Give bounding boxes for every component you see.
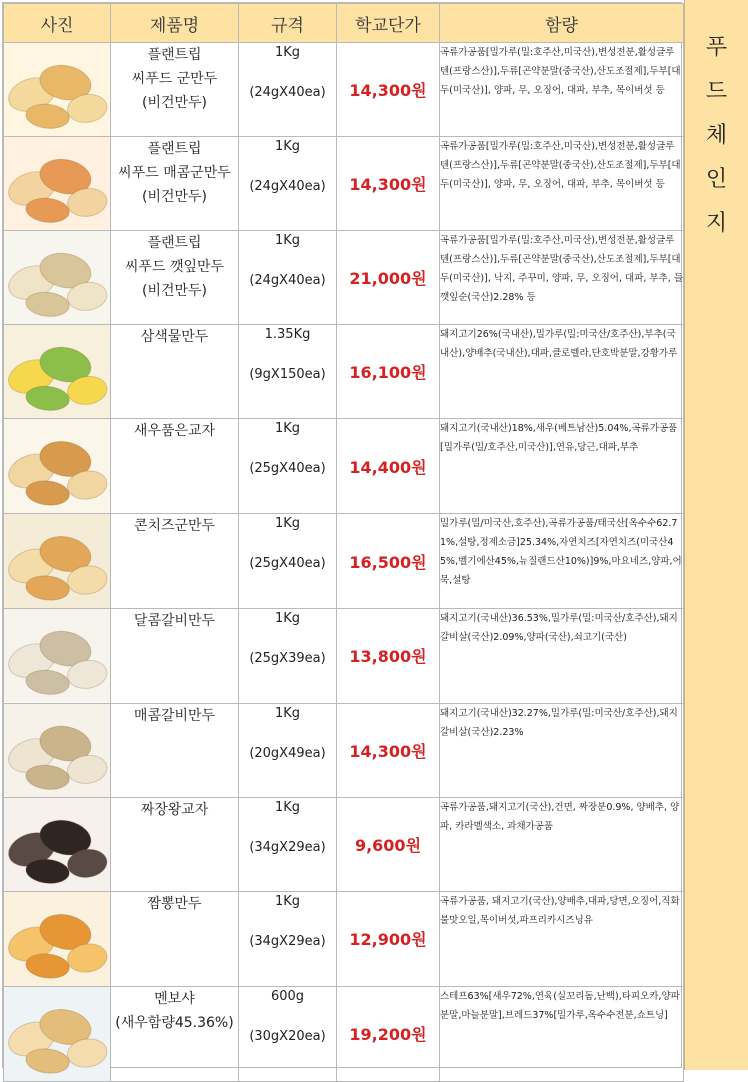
product-row [4,797,684,891]
product-ingredients: 돼지고기(국내산)32.27%,밀가루(밀:미국산/호주산),돼지갈비살(국산)2.23% [440,703,684,797]
spicy-fried-dumpling-icon [4,137,110,230]
product-row [4,986,684,1081]
product-row [4,231,684,325]
product-weight: 600g [270,988,305,1004]
product-spec-cell [239,986,337,1081]
product-price: 19,200원 [337,986,440,1081]
product-weight: 1Kg [274,893,301,909]
product-photo-cell [4,419,111,514]
product-name-cell [111,231,239,325]
product-spec-cell [239,325,337,419]
product-name-line: 씨푸드 매콤군만두 [118,165,231,182]
product-name-line: 달콤갈비만두 [133,613,216,630]
product-weight: 1Kg [274,233,301,249]
product-ingredients: 곡류가공품[밀가루(밀:호주산,미국산),변성전분,활성글루텐(프랑스산)],두류[곤약분말(중국산),산도조절제],두부[대두(미국산)], 양파, 무, 오징어, 대파, 부추, 목이버섯 등 [440,43,684,137]
product-name-cell [111,703,239,797]
product-unit: (24gX40ea) [249,179,326,195]
product-unit: (9gX150ea) [249,367,326,383]
product-price: 9,600원 [337,797,440,891]
product-row [4,325,684,419]
product-table-frame [2,2,682,1068]
product-unit: (34gX29ea) [249,839,326,855]
product-spec-cell [239,43,337,137]
product-photo-cell [4,231,111,325]
header-name: 제품명 [111,4,239,43]
product-weight: 1Kg [274,139,301,155]
header-photo: 사진 [4,4,111,43]
product-row [4,419,684,514]
product-name-line: (비건만두) [141,283,208,300]
product-name-line: (비건만두) [141,95,208,111]
product-ingredients: 돼지고기(국내산)18%,새우(베트남산)5.04%,곡류가공품[밀가루(밀/호주산,미국산)],연유,당근,대파,부추 [440,419,684,514]
product-price: 21,000원 [337,231,440,325]
product-row [4,137,684,231]
sweet-galbi-dumpling-icon [4,609,110,702]
product-weight: 1Kg [274,45,301,60]
product-unit: (25gX40ea) [249,461,326,477]
product-unit: (24gX40ea) [249,85,326,100]
product-name-cell [111,419,239,514]
product-unit: (25gX40ea) [249,556,326,572]
side-title [684,0,748,1070]
side-title-char: 푸 [705,35,728,60]
jjamppong-dumpling-icon [4,892,110,986]
product-spec-cell [239,137,337,231]
product-name-cell [111,325,239,419]
product-unit: (34gX29ea) [249,933,326,949]
product-row [4,43,684,137]
product-ingredients: 곡류가공품[밀가루(밀:호주산,미국산),변성전분,활성글루텐(프랑스산)],두류[곤약분말(중국산),산도조절제],두부[대두(미국산)], 양파, 무, 오징어, 대파, 부추, 목이버섯 등 [440,137,684,231]
product-name-line: 콘치즈군만두 [133,518,216,535]
product-photo-cell [4,325,111,419]
side-title-char: 체 [705,123,728,148]
product-name-cell [111,43,239,137]
header-price: 학교단가 [337,4,440,43]
product-price: 14,300원 [337,43,440,137]
product-name-cell [111,609,239,703]
product-photo-cell [4,609,111,703]
product-name-line: 삼색물만두 [140,329,209,346]
product-ingredients: 곡류가공품[밀가루(밀:호주산,미국산),변성전분,활성글루텐(프랑스산)],두류[곤약분말(중국산),산도조절제],두부[대두(미국산)], 낙지, 주꾸미, 양파, 무, 오징어, 대파, 부추, 들깻잎순(국산)2.28% 등 [440,231,684,325]
product-name-line: 멘보샤 [154,990,195,1007]
product-name-line: 매콤갈비만두 [133,707,216,724]
header-row [4,4,684,43]
shrimp-gyoza-icon [4,419,110,513]
product-photo-cell [4,703,111,797]
product-ingredients: 돼지고기26%(국내산),밀가루(밀:미국산/호주산),부추(국내산),양배추(국내산),대파,클로렐라,단호박분말,강황가루 [440,325,684,419]
product-ingredients: 곡류가공품, 돼지고기(국산),양배추,대파,당면,오징어,직화불맛오일,목이버섯,파프리카시즈닝유 [440,891,684,986]
product-photo-cell [4,797,111,891]
product-name-cell [111,797,239,891]
product-spec-cell [239,419,337,514]
side-title-char: 인 [705,167,728,192]
product-ingredients: 스테프63%[새우72%,연육(실꼬리돔,난백),타피오카,양파분말,마늘분말],브레드37%[밀가루,옥수수전분,쇼트닝] [440,986,684,1081]
side-title-char: 드 [705,79,728,104]
product-name-line: (비건만두) [141,189,208,206]
product-spec-cell [239,797,337,891]
product-name-line: 플랜트립 [147,47,202,63]
product-spec-cell [239,231,337,325]
product-ingredients: 돼지고기(국내산)36.53%,밀가루(밀:미국산/호주산),돼지갈비살(국산)2.09%,양파(국산),쇠고기(국산) [440,609,684,703]
product-table [3,3,684,1082]
product-weight: 1Kg [274,705,301,721]
product-ingredients: 밀가루(밀/미국산,호주산),곡류가공품/태국산[옥수수62.71%,설탕,정제소금]25.34%,자연치즈[자연치즈(미국산45%,벨기에산45%,뉴질랜드산10%)]9%,마요네즈,양파,어묵,설탕 [440,514,684,609]
product-name-cell [111,986,239,1081]
product-price: 12,900원 [337,891,440,986]
jjajang-gyoza-icon [4,798,110,891]
product-spec-cell [239,703,337,797]
product-unit: (20gX49ea) [249,745,326,761]
fried-dumpling-icon [4,43,110,136]
menbosha-icon [4,987,110,1081]
product-photo-cell [4,986,111,1081]
product-photo-cell [4,137,111,231]
product-ingredients: 곡류가공품,돼지고기(국산),건면, 짜장분0.9%, 양배추, 양파, 카라멜색소, 과채가공품 [440,797,684,891]
product-row [4,514,684,609]
spicy-galbi-dumpling-icon [4,704,110,797]
product-photo-cell [4,891,111,986]
product-name-line: (새우함량45.36%) [115,1014,234,1031]
product-unit: (24gX40ea) [249,273,326,289]
product-price: 14,400원 [337,419,440,514]
product-unit: (25gX39ea) [249,651,326,667]
perilla-dumpling-icon [4,231,110,324]
product-weight: 1Kg [274,421,301,437]
product-spec-cell [239,891,337,986]
product-spec-cell [239,609,337,703]
product-price: 14,300원 [337,703,440,797]
product-name-cell [111,891,239,986]
product-name-cell [111,514,239,609]
header-ingredients: 함량 [440,4,684,43]
product-name-line: 짬뽕만두 [147,895,202,912]
product-name-line: 짜장왕교자 [140,801,209,818]
product-weight: 1.35Kg [264,327,311,343]
product-name-line: 플랜트립 [147,141,202,158]
product-row [4,703,684,797]
product-photo-cell [4,43,111,137]
product-row [4,609,684,703]
product-weight: 1Kg [274,799,301,815]
product-name-line: 플랜트립 [147,235,202,252]
tricolor-dumpling-icon [4,325,110,418]
product-weight: 1Kg [274,516,301,532]
product-photo-cell [4,514,111,609]
corn-cheese-dumpling-icon [4,514,110,608]
product-name-cell [111,137,239,231]
side-title-char: 지 [705,211,728,236]
product-spec-cell [239,514,337,609]
product-price: 16,100원 [337,325,440,419]
product-price: 14,300원 [337,137,440,231]
product-price: 16,500원 [337,514,440,609]
product-weight: 1Kg [274,611,301,627]
product-row [4,891,684,986]
product-name-line: 씨푸드 군만두 [131,71,218,87]
product-unit: (30gX20ea) [249,1028,326,1044]
product-price: 13,800원 [337,609,440,703]
product-name-line: 씨푸드 깻잎만두 [124,259,225,276]
header-spec: 규격 [239,4,337,43]
product-name-line: 새우품은교자 [133,423,216,440]
